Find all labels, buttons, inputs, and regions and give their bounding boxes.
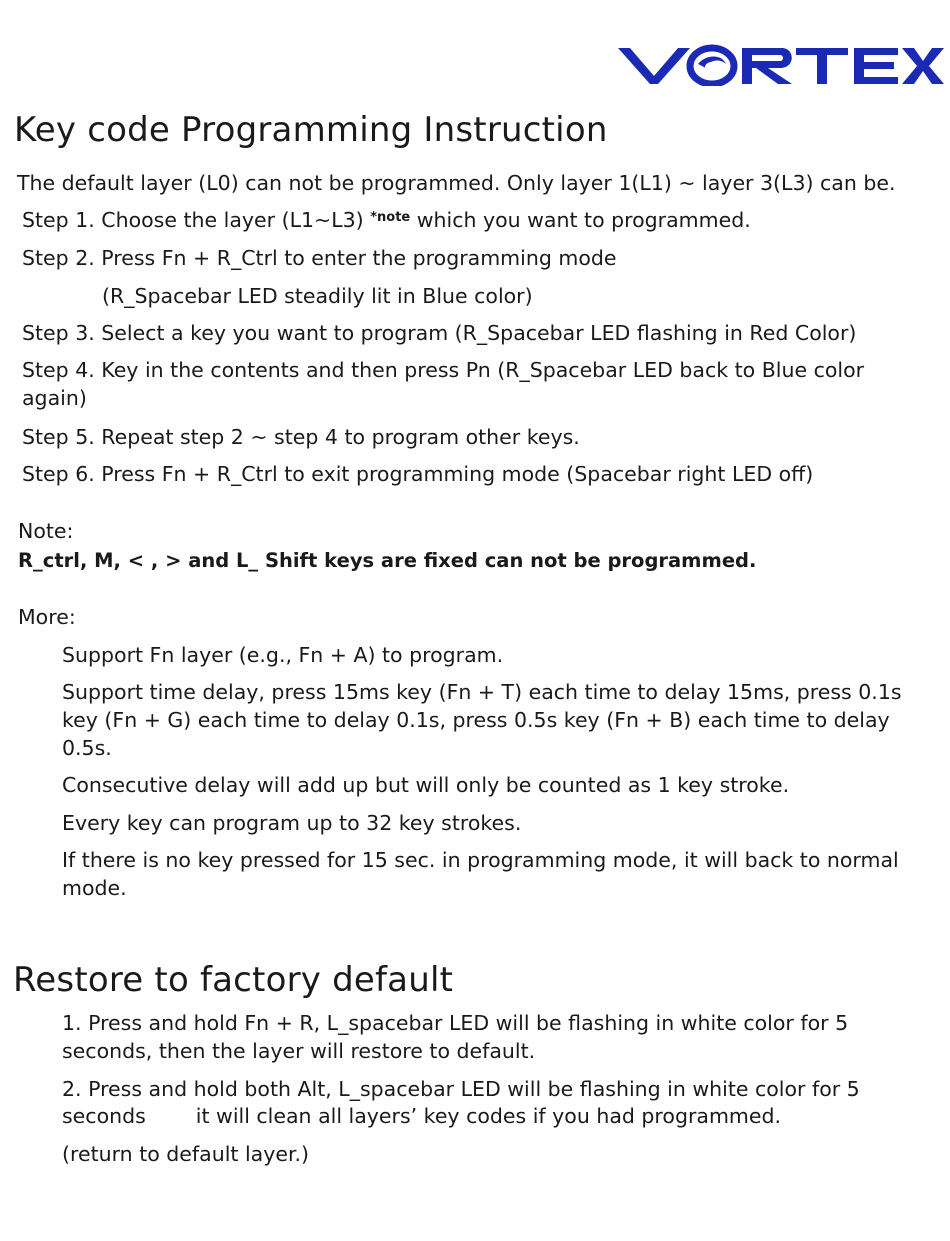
more-item: Every key can program up to 32 key strokes.	[62, 811, 522, 835]
restore-item-2-line-1: 2. Press and hold both Alt, L_spacebar LED will be flashing in white color for 5	[62, 1077, 860, 1101]
restore-item-2-rest: it will clean all layers’ key codes if you had programmed.	[195, 1104, 782, 1128]
more-item: If there is no key pressed for 15 sec. in programming mode, it will back to normal mode.	[62, 848, 899, 900]
note-label: Note:	[18, 519, 74, 543]
page-title: Key code Programming Instruction	[14, 110, 608, 150]
step-2-detail: (R_Spacebar LED steadily lit in Blue color)	[102, 284, 533, 308]
step-2: Step 2. Press Fn + R_Ctrl to enter the programming mode	[22, 246, 617, 270]
restore-item-2-line-2	[62, 1104, 781, 1128]
step-1	[22, 208, 751, 232]
vortex-logo-graphic	[616, 42, 946, 86]
restore-item-2-seconds: seconds	[62, 1104, 146, 1128]
more-label: More:	[18, 605, 76, 629]
step-6: Step 6. Press Fn + R_Ctrl to exit programming mode (Spacebar right LED off)	[22, 462, 814, 486]
step-1-text-b: which you want to programmed.	[410, 208, 751, 232]
more-item: Support Fn layer (e.g., Fn + A) to program.	[62, 643, 504, 667]
restore-title: Restore to factory default	[13, 960, 454, 1000]
vortex-logo	[616, 42, 946, 86]
step-3: Step 3. Select a key you want to program (R_Spacebar LED flashing in Red Color)	[22, 321, 857, 345]
step-4: Step 4. Key in the contents and then press Pn (R_Spacebar LED back to Blue color again)	[22, 358, 865, 410]
restore-item-3: (return to default layer.)	[62, 1142, 310, 1166]
step-1-note-marker: *note	[370, 210, 411, 225]
restore-item-1: 1. Press and hold Fn + R, L_spacebar LED will be flashing in white color for 5 seconds, then the layer will restore to default.	[62, 1011, 849, 1063]
step-5: Step 5. Repeat step 2 ~ step 4 to program other keys.	[22, 425, 580, 449]
note-text: R_ctrl, M, < , > and L_ Shift keys are fixed can not be programmed.	[18, 549, 757, 572]
step-1-text-a: Step 1. Choose the layer (L1~L3)	[22, 208, 371, 232]
more-item: Consecutive delay will add up but will only be counted as 1 key stroke.	[62, 773, 790, 797]
more-item: Support time delay, press 15ms key (Fn + T) each time to delay 15ms, press 0.1s key (Fn + G) each time to delay 0.1s, press 0.5s key (Fn + B) each time to delay 0.5s.	[62, 680, 902, 760]
intro-text: The default layer (L0) can not be programmed. Only layer 1(L1) ~ layer 3(L3) can be.	[17, 171, 896, 195]
